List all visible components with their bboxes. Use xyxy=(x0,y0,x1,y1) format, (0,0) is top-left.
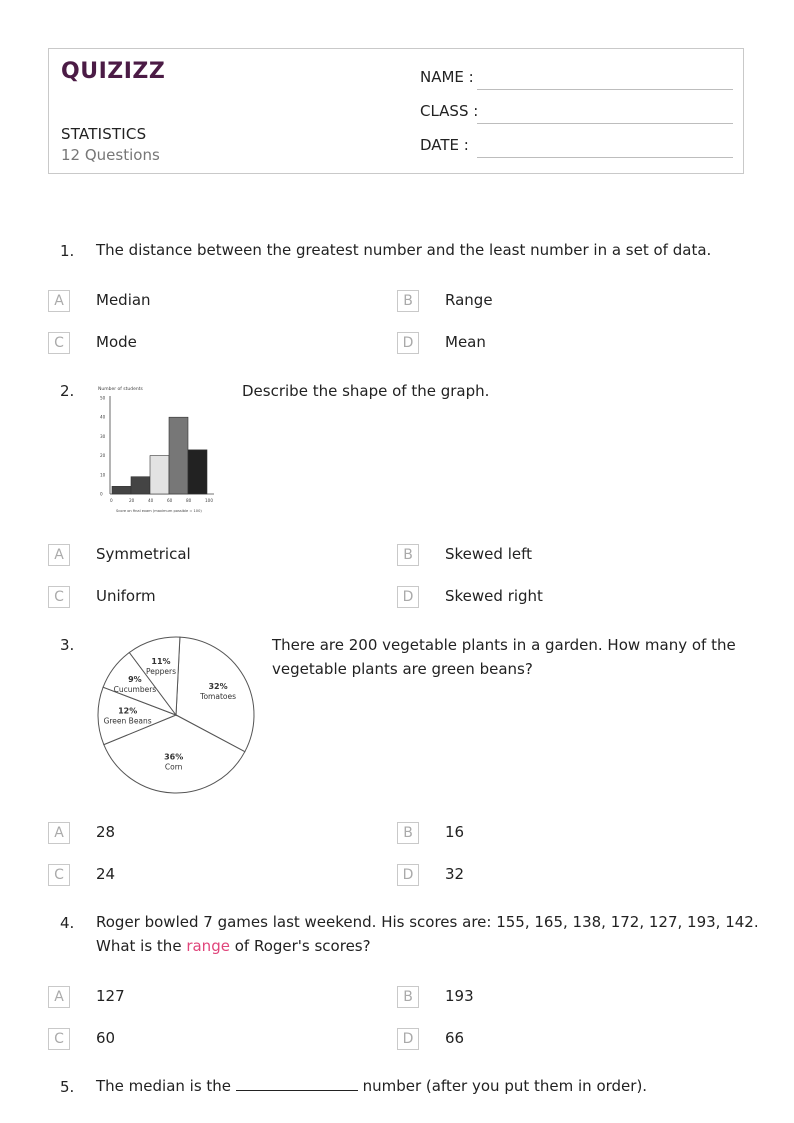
option-letter-box[interactable]: B xyxy=(397,290,419,312)
question-text xyxy=(96,1074,647,1098)
option-text[interactable]: 193 xyxy=(445,987,474,1005)
pie-slice-percent: 12% xyxy=(118,706,138,716)
x-tick-label: 80 xyxy=(186,498,192,503)
date-line xyxy=(477,157,733,158)
y-tick-label: 40 xyxy=(100,414,106,420)
option-letter-box[interactable]: A xyxy=(48,544,70,566)
chart-ylabel: Number of students xyxy=(98,387,143,392)
option-letter-box[interactable]: D xyxy=(397,864,419,886)
option-letter-box[interactable]: C xyxy=(48,1028,70,1050)
option-text[interactable]: Mode xyxy=(96,333,137,351)
x-tick-label: 40 xyxy=(148,498,154,503)
pie-slice-percent: 9% xyxy=(128,674,142,684)
y-tick-label: 30 xyxy=(100,433,106,439)
histogram-bar xyxy=(169,417,188,494)
option-letter-box[interactable]: D xyxy=(397,586,419,608)
histogram-bar xyxy=(112,486,131,494)
option-letter-box[interactable]: A xyxy=(48,986,70,1008)
option-text[interactable]: Symmetrical xyxy=(96,545,191,563)
name-line xyxy=(477,89,733,90)
answer-blank[interactable] xyxy=(236,1076,358,1091)
pie-slice-label: Cucumbers xyxy=(113,684,157,694)
option-text[interactable]: Median xyxy=(96,291,151,309)
question-text-line-1: Roger bowled 7 games last weekend. His scores are: 155, 165, 138, 172, 127, 193, 142. xyxy=(96,913,759,931)
worksheet-title: STATISTICS xyxy=(61,125,147,143)
question-text: Describe the shape of the graph. xyxy=(242,382,490,400)
question-count: 12 Questions xyxy=(61,146,160,164)
y-tick-label: 50 xyxy=(100,395,106,401)
chart-xlabel: Score on final exam (maximum possible = 100) xyxy=(116,509,202,513)
question-text-line-2: vegetable plants are green beans? xyxy=(272,660,533,678)
option-text[interactable]: 60 xyxy=(96,1029,116,1047)
question-text-line-1: There are 200 vegetable plants in a garden. How many of the xyxy=(272,636,736,654)
date-label: DATE : xyxy=(420,136,469,154)
class-line xyxy=(477,123,733,124)
class-label: CLASS : xyxy=(420,102,479,120)
pie-slice-label: Peppers xyxy=(146,666,177,676)
option-letter-box[interactable]: C xyxy=(48,332,70,354)
text-segment: What is the xyxy=(96,937,187,955)
pie-slice-percent: 36% xyxy=(164,752,184,762)
question-number: 4. xyxy=(60,914,75,932)
question-text: The distance between the greatest number and the least number in a set of data. xyxy=(96,241,712,259)
option-text[interactable]: 28 xyxy=(96,823,116,841)
pie-slice-percent: 11% xyxy=(151,656,171,666)
text-segment: of Roger's scores? xyxy=(229,937,371,955)
option-letter-box[interactable]: C xyxy=(48,586,70,608)
option-text[interactable]: 24 xyxy=(96,865,116,883)
y-tick-label: 20 xyxy=(100,453,106,459)
highlighted-term: range xyxy=(186,937,230,955)
option-letter-box[interactable]: B xyxy=(397,986,419,1008)
pie-slice-percent: 32% xyxy=(208,682,228,692)
option-text[interactable]: 16 xyxy=(445,823,465,841)
name-label: NAME : xyxy=(420,68,474,86)
option-letter-box[interactable]: A xyxy=(48,290,70,312)
question-number: 2. xyxy=(60,382,75,400)
option-text[interactable]: Skewed right xyxy=(445,587,543,605)
question-number: 1. xyxy=(60,242,75,260)
question-number: 5. xyxy=(60,1078,75,1096)
pie-chart xyxy=(94,632,260,798)
option-text[interactable]: Uniform xyxy=(96,587,156,605)
quizizz-logo: QUIZIZZ xyxy=(61,59,166,84)
x-tick-label: 100 xyxy=(205,498,213,503)
worksheet-header xyxy=(48,48,744,174)
histogram-bar xyxy=(131,477,150,494)
option-text[interactable]: 127 xyxy=(96,987,125,1005)
y-tick-label: 10 xyxy=(100,472,106,478)
question-number: 3. xyxy=(60,636,75,654)
option-letter-box[interactable]: B xyxy=(397,544,419,566)
pie-slice-label: Corn xyxy=(164,762,183,772)
pie-slice-label: Tomatoes xyxy=(200,692,237,702)
pie-slice-label: Green Beans xyxy=(103,716,152,726)
option-letter-box[interactable]: D xyxy=(397,332,419,354)
y-tick-label: 0 xyxy=(100,491,103,497)
option-letter-box[interactable]: C xyxy=(48,864,70,886)
x-tick-label: 60 xyxy=(167,498,173,503)
option-letter-box[interactable]: D xyxy=(397,1028,419,1050)
x-tick-label: 20 xyxy=(129,498,135,503)
option-text[interactable]: 32 xyxy=(445,865,465,883)
histogram-chart xyxy=(96,378,220,518)
histogram-bar xyxy=(150,456,169,494)
option-letter-box[interactable]: A xyxy=(48,822,70,844)
question-text-line-2 xyxy=(96,934,371,958)
option-letter-box[interactable]: B xyxy=(397,822,419,844)
x-tick-label: 0 xyxy=(110,498,113,503)
option-text[interactable]: Skewed left xyxy=(445,545,532,563)
option-text[interactable]: Mean xyxy=(445,333,486,351)
option-text[interactable]: Range xyxy=(445,291,493,309)
histogram-bar xyxy=(188,450,207,494)
text-segment: The median is the xyxy=(96,1077,236,1095)
option-text[interactable]: 66 xyxy=(445,1029,465,1047)
text-segment: number (after you put them in order). xyxy=(357,1077,648,1095)
